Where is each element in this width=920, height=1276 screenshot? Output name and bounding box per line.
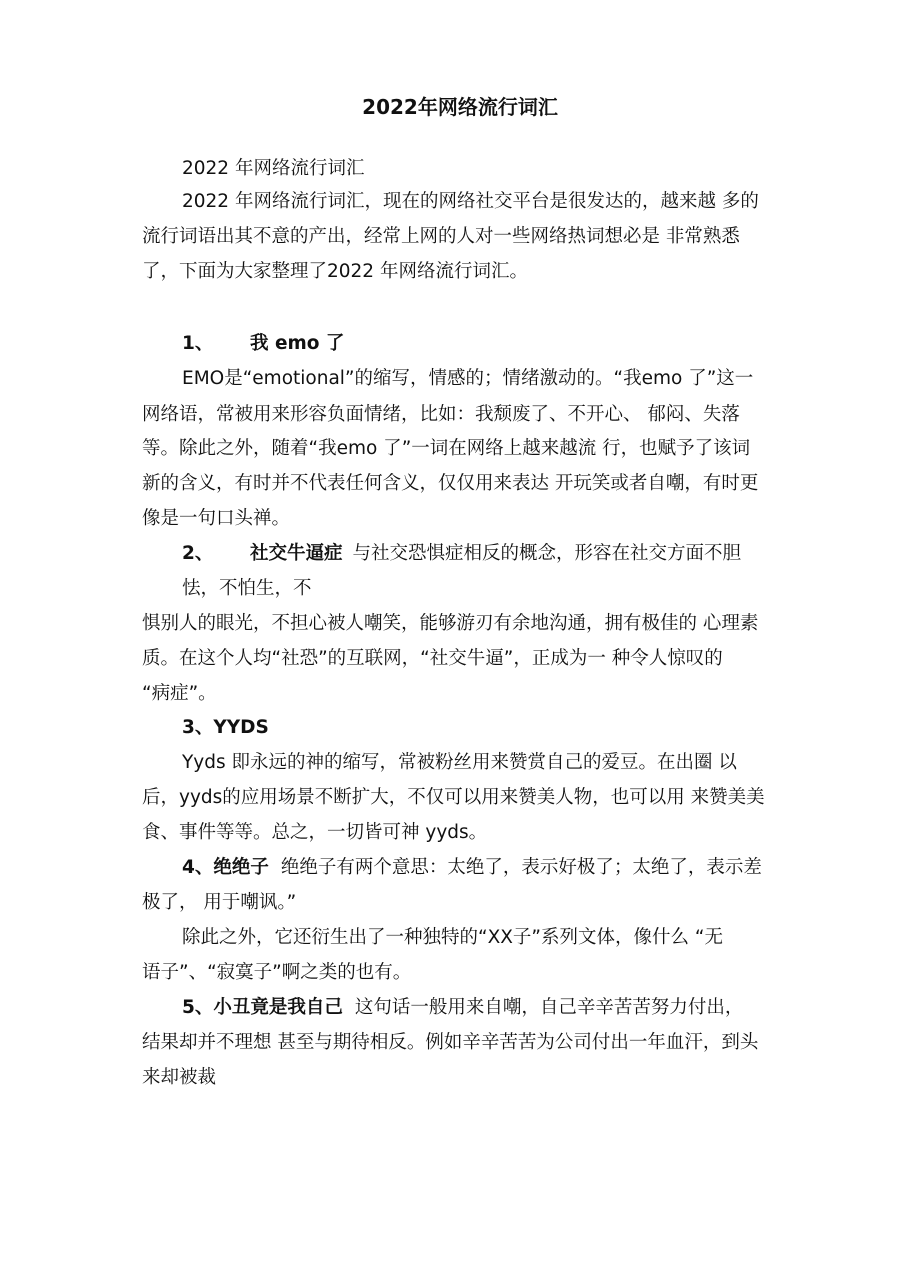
section-4-line: 极了， 用于嘲讽。” — [142, 892, 297, 913]
section-5-line: 来却被裁 — [142, 1067, 217, 1088]
section-1-line: 网络语，常被用来形容负面情绪，比如：我颓废了、不开心、 郁闷、失落 — [142, 404, 740, 425]
section-2-heading — [182, 541, 741, 567]
section-5-heading — [182, 995, 743, 1021]
section-2-line: 怯，不怕生，不 — [182, 578, 312, 599]
section-4-line: 除此之外，它还衍生出了一种独特的“XX子”系列文体，像什么 “无 — [182, 927, 723, 948]
intro-line: 流行词语出其不意的产出，经常上网的人对一些网络热词想必是 非常熟悉 — [142, 226, 740, 247]
section-2-line: “病症”。 — [142, 683, 217, 704]
section-2-number: 2、 — [182, 543, 214, 564]
section-3-line: Yyds 即永远的神的缩写，常被粉丝用来赞赏自己的爱豆。在出圈 以 — [182, 752, 737, 773]
intro-line: 2022 年网络流行词汇，现在的网络社交平台是很发达的，越来越 多的 — [182, 191, 759, 212]
section-4-heading — [182, 855, 762, 881]
section-1-heading — [182, 331, 344, 357]
section-2-line: 质。在这个人均“社恐”的互联网，“社交牛逼”，正成为一 种令人惊叹的 — [142, 648, 723, 669]
section-3-line: 后，yyds的应用场景不断扩大，不仅可以用来赞美人物，也可以用 来赞美美 — [142, 787, 765, 808]
document-subtitle: 2022 年网络流行词汇 — [182, 158, 365, 179]
intro-line: 了，下面为大家整理了2022 年网络流行词汇。 — [142, 261, 528, 282]
section-1-line: 等。除此之外，随着“我emo 了”一词在网络上越来越流 行，也赋予了该词 — [142, 438, 751, 459]
section-4-first-text: 绝绝子有两个意思：太绝了，表示好极了；太绝了，表示差 — [280, 857, 762, 878]
section-1-line: 新的含义，有时并不代表任何含义，仅仅用来表达 开玩笑或者自嘲，有时更 — [142, 473, 759, 494]
section-5-title: 5、小丑竟是我自己 — [182, 997, 343, 1018]
section-2-title: 社交牛逼症 — [250, 543, 343, 564]
section-3-line: 食、事件等等。总之，一切皆可神 yyds。 — [142, 822, 488, 843]
section-5-first-text: 这句话一般用来自嘲，自己辛辛苦苦努力付出， — [354, 997, 744, 1018]
section-1-line: EMO是“emotional”的缩写，情感的；情绪激动的。“我emo 了”这一 — [182, 368, 754, 389]
section-5-line: 结果却并不理想 甚至与期待相反。例如辛辛苦苦为公司付出一年血汗，到头 — [142, 1032, 759, 1053]
section-4-line: 语子”、“寂寞子”啊之类的也有。 — [142, 962, 412, 983]
section-1-line: 像是一句口头禅。 — [142, 508, 291, 529]
section-1-title: 我 emo 了 — [250, 333, 345, 354]
section-4-title: 4、绝绝子 — [182, 857, 269, 878]
section-2-line: 惧别人的眼光，不担心被人嘲笑，能够游刃有余地沟通，拥有极佳的 心理素 — [142, 613, 759, 634]
document-title: 2022年网络流行词汇 — [362, 95, 558, 119]
section-2-first-text: 与社交恐惧症相反的概念，形容在社交方面不胆 — [352, 543, 742, 564]
section-1-number: 1、 — [182, 333, 214, 354]
section-3-heading: 3、YYDS — [182, 717, 269, 738]
